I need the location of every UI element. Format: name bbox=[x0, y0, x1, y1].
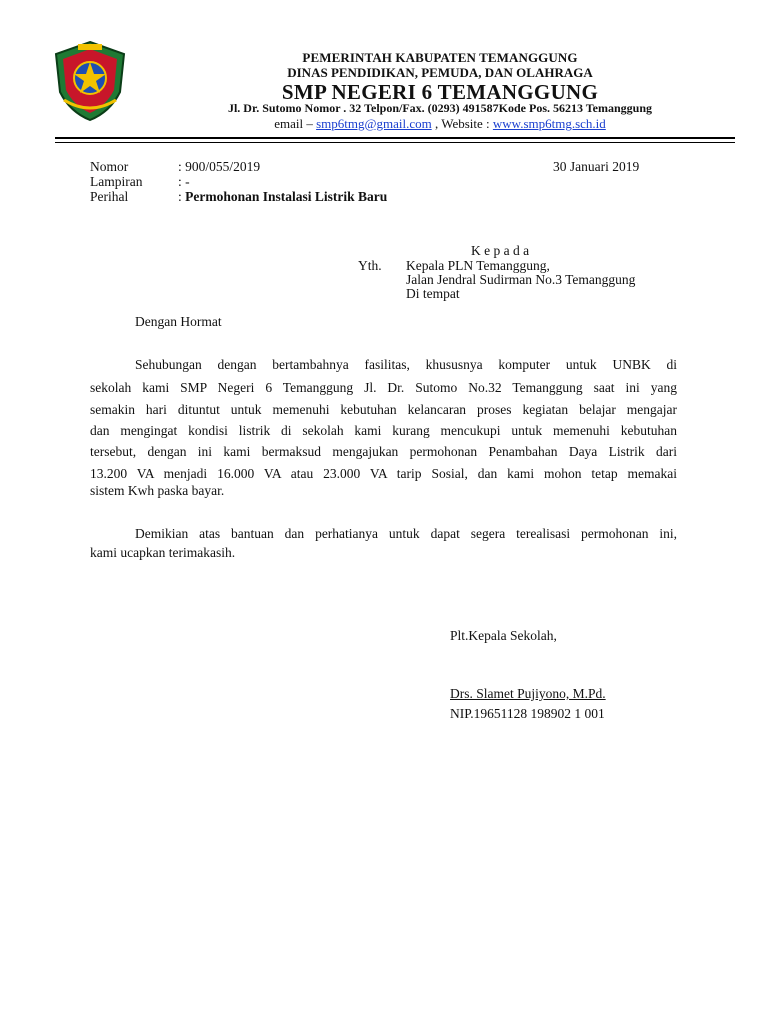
paragraph-1-line-5: tersebut, dengan ini kami bermaksud mengajukan permohonan Penambahan Daya Listrik dari bbox=[90, 444, 677, 459]
school-name: SMP NEGERI 6 TEMANGGUNG bbox=[281, 80, 599, 104]
lampiran-label: Lampiran bbox=[90, 174, 143, 189]
paragraph-1-line-7: sistem Kwh paska bayar. bbox=[90, 483, 225, 498]
perihal-label: Perihal bbox=[90, 189, 129, 204]
greeting: Dengan Hormat bbox=[135, 314, 222, 329]
perihal-value-line bbox=[178, 189, 387, 205]
regency-crest-icon bbox=[50, 40, 130, 122]
school-address: Jl. Dr. Sutomo Nomor . 32 Telpon/Fax. (0293) 491587Kode Pos. 56213 Temanggung bbox=[227, 101, 653, 115]
paragraph-1-line-4: dan mengingat kondisi listrik di sekolah kami kurang mencukupi untuk memenuhi kebutuhan bbox=[90, 423, 677, 438]
signatory-title: Plt.Kepala Sekolah, bbox=[450, 628, 557, 643]
paragraph-2-line-1: Demikian atas bantuan dan perhatianya untuk dapat segera terealisasi permohonan ini, bbox=[135, 526, 677, 541]
nomor-value: : 900/055/2019 bbox=[178, 159, 261, 174]
recipient-line-1: Kepala PLN Temanggung, bbox=[406, 258, 550, 273]
kepada-label: K e p a d a bbox=[471, 243, 530, 258]
contact-line bbox=[140, 116, 740, 132]
lampiran-value: : - bbox=[178, 174, 190, 189]
paragraph-1-line-2: sekolah kami SMP Negeri 6 Temanggung Jl. Dr. Sutomo No.32 Temanggung saat ini yang bbox=[90, 380, 677, 395]
signatory-name: Drs. Slamet Pujiyono, M.Pd. bbox=[450, 686, 606, 701]
perihal-colon: : bbox=[178, 189, 186, 204]
recipient-line-3: Di tempat bbox=[406, 286, 460, 301]
paragraph-1-line-1: Sehubungan dengan bertambahnya fasilitas, khususnya komputer untuk UNBK di bbox=[135, 357, 677, 372]
nomor-label: Nomor bbox=[90, 159, 129, 174]
government-name: PEMERINTAH KABUPATEN TEMANGGUNG bbox=[302, 50, 578, 65]
signatory-nip: NIP.19651128 198902 1 001 bbox=[450, 706, 605, 721]
email-link[interactable]: smp6tmg@gmail.com bbox=[316, 116, 432, 131]
yth-label: Yth. bbox=[358, 258, 382, 273]
paragraph-1-line-6: 13.200 VA menjadi 16.000 VA atau 23.000 VA tarip Sosial, dan kami mohon tetap memakai bbox=[90, 466, 677, 481]
department-name: DINAS PENDIDIKAN, PEMUDA, DAN OLAHRAGA bbox=[287, 65, 593, 80]
paragraph-2-line-2: kami ucapkan terimakasih. bbox=[90, 545, 236, 560]
header-rule-thick bbox=[55, 137, 735, 139]
email-label: email – bbox=[274, 116, 317, 131]
website-link[interactable]: www.smp6tmg.sch.id bbox=[492, 116, 606, 131]
header-rule-thin bbox=[55, 142, 735, 143]
paragraph-1-line-3: semakin hari dituntut untuk memenuhi kebutuhan kelancaran proses kegiatan belajar mengajar bbox=[90, 402, 677, 417]
website-label: , Website : bbox=[431, 116, 493, 131]
perihal-value: Permohonan Instalasi Listrik Baru bbox=[185, 189, 388, 204]
letter-date: 30 Januari 2019 bbox=[553, 159, 640, 174]
recipient-line-2: Jalan Jendral Sudirman No.3 Temanggung bbox=[406, 272, 636, 287]
